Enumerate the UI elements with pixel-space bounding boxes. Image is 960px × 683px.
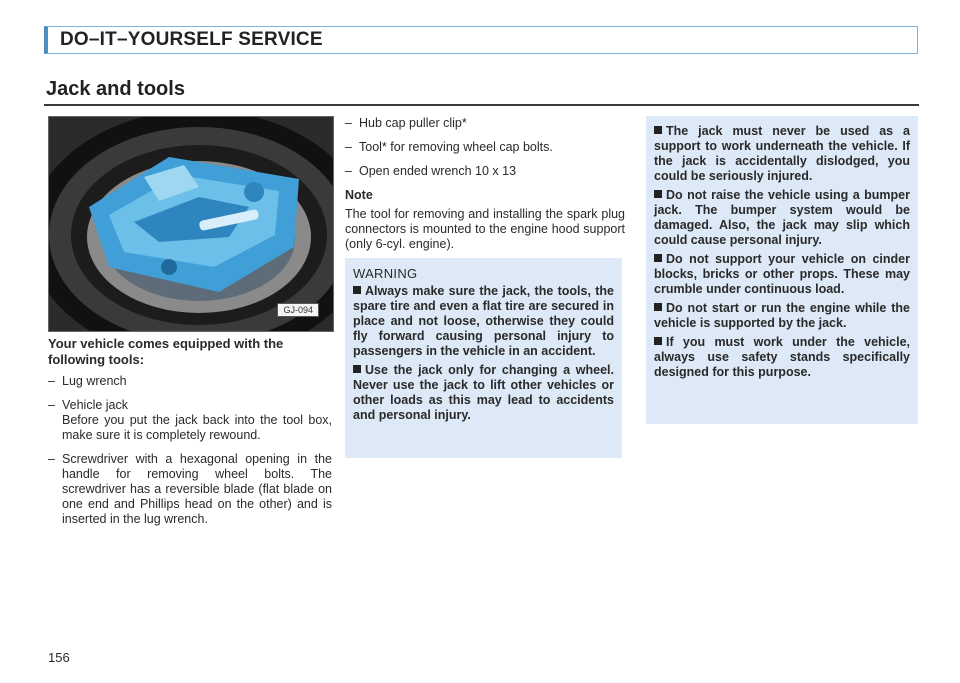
list-item: – Screwdriver with a hexagonal opening in the handle for removing wheel bolts. The screwdriver has a reversible blade (flat blade on one end and Phillips head on the other) and is inserted in the lug wrench. bbox=[48, 452, 332, 527]
figure-code: GJ-094 bbox=[277, 303, 319, 317]
tools-list-column bbox=[48, 336, 332, 536]
tools-list bbox=[48, 374, 332, 527]
header-title: DO–IT–YOURSELF SERVICE bbox=[60, 29, 323, 50]
list-item: – Open ended wrench 10 x 13 bbox=[345, 164, 625, 179]
section-header-box bbox=[44, 26, 918, 54]
note-body: The tool for removing and installing the spark plug connectors is mounted to the engine hood support (only 6-cyl. engine). bbox=[345, 207, 625, 251]
bullet-square-icon bbox=[654, 126, 662, 134]
bullet-square-icon bbox=[654, 337, 662, 345]
bullet-square-icon bbox=[654, 190, 662, 198]
bullet-square-icon bbox=[654, 254, 662, 262]
warning-title: WARNING bbox=[353, 266, 418, 281]
page-number: 156 bbox=[48, 650, 70, 665]
warning-box-continued bbox=[646, 116, 918, 424]
bullet-square-icon bbox=[654, 303, 662, 311]
list-item: – Hub cap puller clip* bbox=[345, 116, 625, 131]
warning-paragraph: Do not raise the vehicle using a bumper jack. The bumper system would be damaged. Also, the jack may slip which could cause personal injury. bbox=[654, 188, 910, 247]
list-item: – Tool* for removing wheel cap bolts. bbox=[345, 140, 625, 155]
warning-paragraph: Use the jack only for changing a wheel. Never use the jack to lift other vehicles or other loads as this may lead to accidents and personal injury. bbox=[353, 363, 614, 422]
note-title: Note bbox=[345, 188, 373, 202]
warning-paragraph: The jack must never be used as a support to work underneath the vehicle. If the jack is accidentally dislodged, you could be seriously injured. bbox=[654, 124, 910, 183]
warning-paragraph: Do not start or run the engine while the vehicle is supported by the jack. bbox=[654, 301, 910, 330]
bullet-square-icon bbox=[353, 365, 361, 373]
list-item: – Lug wrench bbox=[48, 374, 332, 389]
warning-box bbox=[345, 258, 622, 458]
tools-list-column-2 bbox=[345, 116, 625, 252]
tools-list-2 bbox=[345, 116, 625, 179]
section-divider bbox=[44, 104, 919, 106]
tools-illustration bbox=[49, 117, 333, 331]
warning-paragraph: Always make sure the jack, the tools, the spare tire and even a flat tire are secured in place and not loose, otherwise they could fly forward causing personal injury to passengers in the vehicle in an accident. bbox=[353, 284, 614, 358]
warning-paragraph: Do not support your vehicle on cinder blocks, bricks or other props. These may crumble under continuous load. bbox=[654, 252, 910, 296]
spare-tire-tools-photo bbox=[48, 116, 334, 332]
list-item-detail: Before you put the jack back into the tool box, make sure it is completely rewound. bbox=[62, 413, 332, 442]
section-title: Jack and tools bbox=[46, 78, 185, 100]
tools-lead: Your vehicle comes equipped with the following tools: bbox=[48, 336, 284, 367]
bullet-square-icon bbox=[353, 286, 361, 294]
list-item: – Vehicle jack Before you put the jack back into the tool box, make sure it is completely rewound. bbox=[48, 398, 332, 443]
warning-paragraph: If you must work under the vehicle, always use safety stands specifically designed for this purpose. bbox=[654, 335, 910, 379]
